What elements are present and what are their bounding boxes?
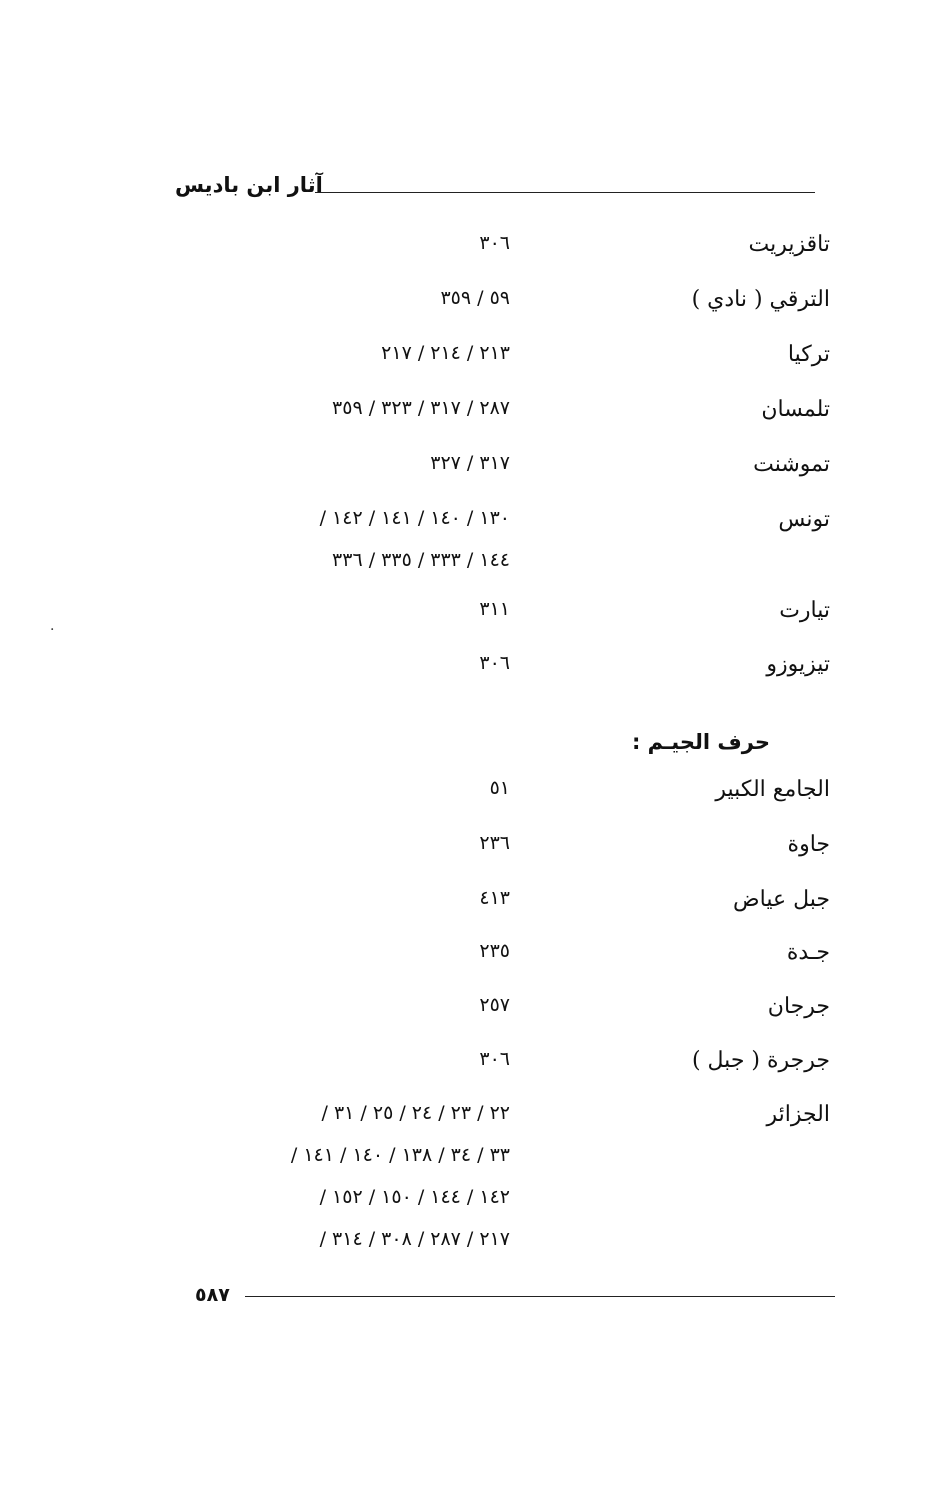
- page-reference-line: ٢٨٧ / ٣١٧ / ٣٢٣ / ٣٥٩: [332, 397, 510, 419]
- page-reference-line: ٥٩ / ٣٥٩: [440, 287, 510, 309]
- place-name: تموشنت: [753, 452, 830, 477]
- place-name: جرجان: [767, 994, 830, 1019]
- page-reference-line: ٣٣ / ٣٤ / ١٣٨ / ١٤٠ / ١٤١ /: [290, 1144, 510, 1166]
- page-reference-line: ٢٢ / ٢٣ / ٢٤ / ٢٥ / ٣١ /: [321, 1102, 510, 1124]
- page-reference-line: ٢٣٦: [479, 832, 510, 854]
- place-name: جبل عياض: [733, 887, 830, 912]
- place-name: تونس: [778, 507, 830, 532]
- place-name: جرجرة ( جبل ): [691, 1048, 830, 1073]
- footer-rule: [245, 1296, 835, 1297]
- page-reference-line: ١٣٠ / ١٤٠ / ١٤١ / ١٤٢ /: [319, 507, 510, 529]
- place-name: الجزائر: [766, 1102, 830, 1127]
- page-references: [170, 984, 510, 1026]
- page-references: [170, 277, 510, 319]
- place-name: تيارت: [779, 598, 830, 623]
- page-references: [170, 1092, 510, 1260]
- page-references: [170, 877, 510, 919]
- page-reference-line: ٢٥٧: [479, 994, 510, 1016]
- page-reference-line: ٣٠٦: [479, 652, 510, 674]
- page-references: [170, 222, 510, 264]
- place-name: تلمسان: [761, 397, 830, 422]
- page-references: [170, 332, 510, 374]
- page-footer: [195, 1280, 835, 1310]
- page-references: [170, 642, 510, 684]
- page-reference-line: ٣١٧ / ٣٢٧: [430, 452, 510, 474]
- page-reference-line: ٣١١: [479, 598, 510, 620]
- page-references: [170, 442, 510, 484]
- page-reference-line: ١٤٢ / ١٤٤ / ١٥٠ / ١٥٢ /: [319, 1186, 510, 1208]
- place-name: جـدة: [786, 940, 830, 965]
- page-references: [170, 767, 510, 809]
- scan-speck: ·: [50, 622, 55, 638]
- page-references: [170, 588, 510, 630]
- place-name: الترقي ( نادي ): [691, 287, 830, 312]
- place-name: تركيا: [787, 342, 830, 367]
- page-number: ٥٨٧: [195, 1284, 230, 1306]
- running-header: [175, 168, 815, 202]
- running-header-title: آثار ابن باديس: [175, 173, 323, 197]
- place-name: تيزيوزو: [766, 652, 830, 677]
- page-reference-line: ٤١٣: [479, 887, 510, 909]
- page-reference-line: ٢١٧ / ٢٨٧ / ٣٠٨ / ٣١٤ /: [319, 1228, 510, 1250]
- page-references: [170, 822, 510, 864]
- section-heading: حرف الجيـم :: [631, 730, 770, 754]
- page-references: [170, 930, 510, 972]
- page-references: [170, 1038, 510, 1080]
- page-reference-line: ٢١٣ / ٢١٤ / ٢١٧: [381, 342, 510, 364]
- page-reference-line: ٣٠٦: [479, 1048, 510, 1070]
- page-reference-line: ٣٠٦: [479, 232, 510, 254]
- place-name: تاقزيريت: [748, 232, 830, 257]
- page-reference-line: ٢٣٥: [479, 940, 510, 962]
- page-references: [170, 497, 510, 581]
- header-rule: [315, 192, 815, 193]
- place-name: جاوة: [787, 832, 830, 857]
- page-references: [170, 387, 510, 429]
- place-name: الجامع الكبير: [715, 777, 830, 802]
- page-reference-line: ١٤٤ / ٣٣٣ / ٣٣٥ / ٣٣٦: [332, 549, 510, 571]
- page-reference-line: ٥١: [489, 777, 510, 799]
